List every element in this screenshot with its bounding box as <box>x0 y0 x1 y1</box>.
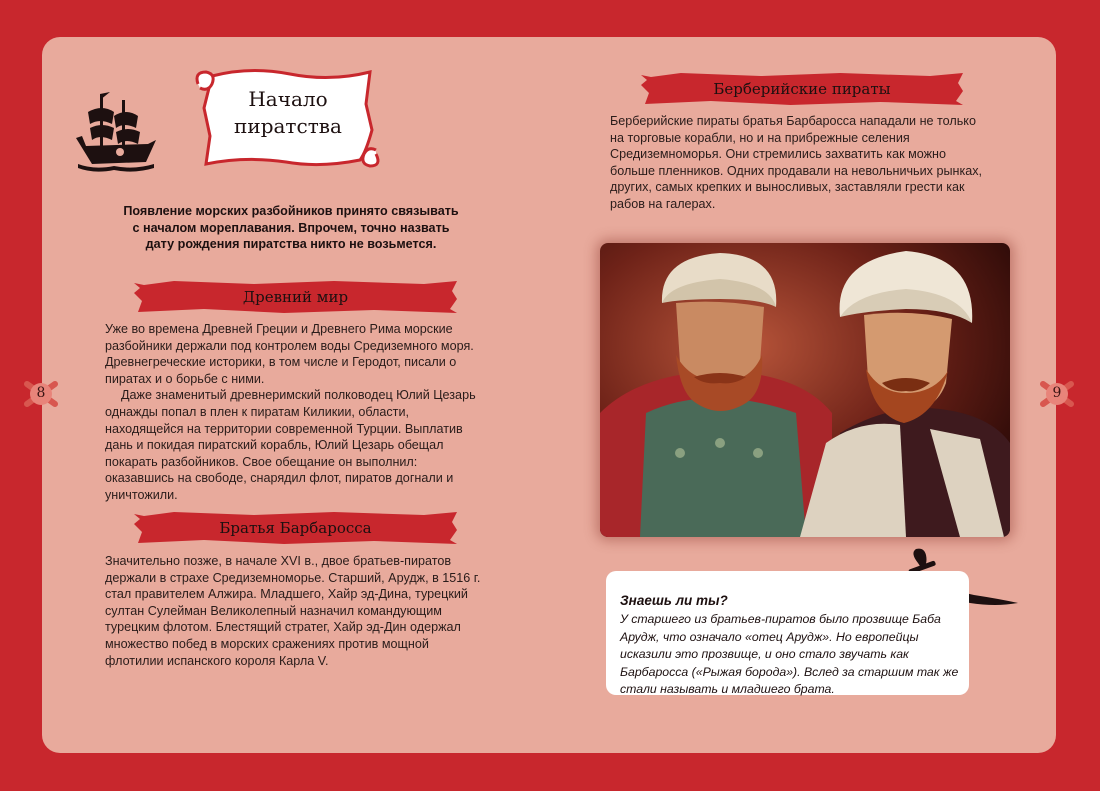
barbarossa-brothers-illustration <box>600 243 1010 537</box>
info-box-text: У старшего из братьев-пиратов было прозвище Баба Арудж, что означало «отец Арудж». Но европейцы исказили это прозвище, и оно стало звучать как Барбаросса («Рыжая борода»). Вслед за старшим так же стали называть и младшего брата. <box>620 612 959 696</box>
page-title-line-1: Начало <box>248 87 328 111</box>
section-ancient-world-text <box>105 321 485 504</box>
page-number-right <box>1037 374 1077 414</box>
section-title: Братья Барбаросса <box>219 519 372 537</box>
page-number-text: 8 <box>36 385 46 401</box>
section-title: Древний мир <box>242 288 349 306</box>
page-number-text: 9 <box>1052 385 1062 401</box>
paragraph: Уже во времена Древней Греции и Древнего Рима морские разбойники держали под контролем воды Средиземного моря. Древнегреческие историки, в том числе и Геродот, писали о пиратах и о борьбе с ними. <box>105 322 474 386</box>
pirate-ship-icon <box>74 90 160 176</box>
section-barbarossa-text <box>105 553 490 669</box>
did-you-know-box <box>606 571 969 695</box>
section-barbary-pirates-text <box>610 113 990 213</box>
paragraph: Берберийские пираты братья Барбаросса нападали не только на торговые корабли, но и на прибрежные селения Средиземноморья. Они стремились захватить как можно больше пленников. Одних продавали на невольничьих рынках, других, самых крепких и выносливых, заставляли грести как рабов на галерах. <box>610 114 983 211</box>
section-banner-barbarossa <box>134 510 457 546</box>
intro-text: Появление морских разбойников принято связывать с началом мореплавания. Впрочем, точно назвать дату рождения пиратства никто не возьмется. <box>123 204 459 252</box>
section-banner-barbary-pirates <box>641 71 963 107</box>
info-box-title: Знаешь ли ты? <box>620 593 728 608</box>
section-banner-ancient-world <box>134 279 457 315</box>
paragraph: Значительно позже, в начале XVI в., двое братьев-пиратов держали в страхе Средиземноморье. Старший, Арудж, в 1516 г. стал правителем Алжира. Младшего, Хайр эд-Дина, турецкий султан Сулейман Великолепный назначил командующим турецким флотом. Блестящий стратег, Хайр эд-Дин одержал множество побед в морских сражениях против мощной флотилии испанского короля Карла V. <box>105 554 481 668</box>
page-title <box>215 86 361 140</box>
page-number-left <box>21 374 61 414</box>
paragraph: Даже знаменитый древнеримский полководец Юлий Цезарь однажды попал в плен к пиратам Киликии, области, находящейся на территории современной Турции. Выплатив дань и покидая пиратский корабль, Юлий Цезарь обещал покарать разбойников. Свое обещание он выполнил: оказавшись на свободе, снарядил флот, пиратов догнали и уничтожили. <box>105 388 476 502</box>
page-title-line-2: пиратства <box>234 114 342 138</box>
section-title: Берберийские пираты <box>713 80 891 98</box>
